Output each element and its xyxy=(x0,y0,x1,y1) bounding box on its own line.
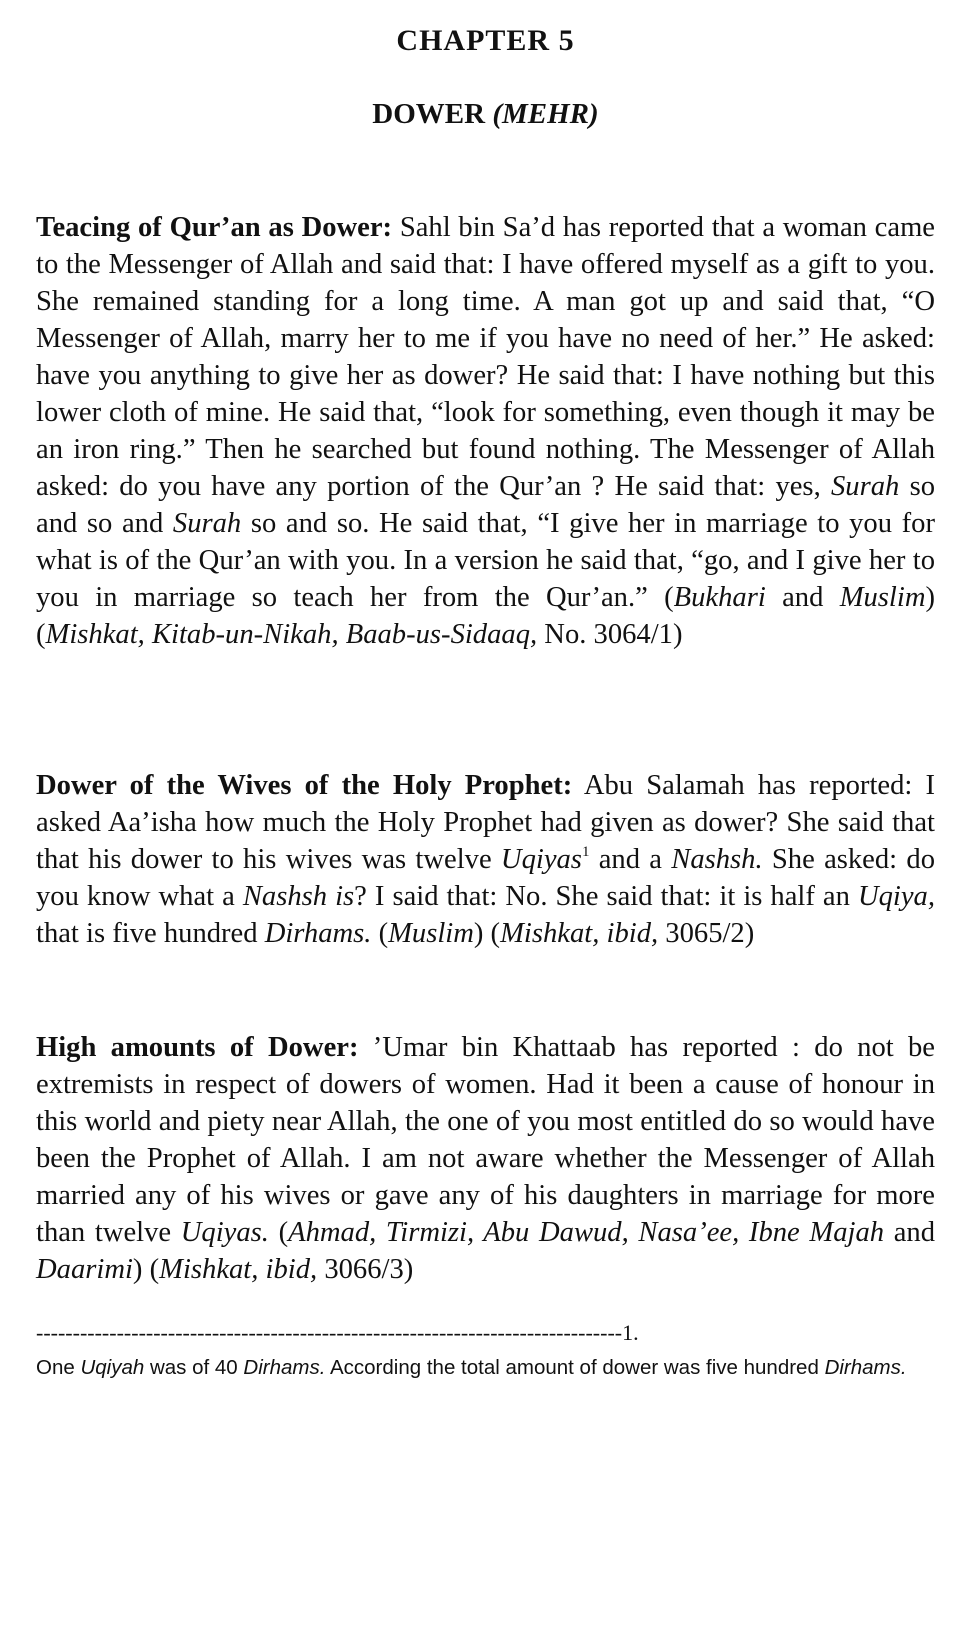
section-quran-as-dower: Teacing of Qur’an as Dower: Sahl bin Sa’d has reported that a woman came to the Messenger of Allah and said that: I have offered myself as a gift to you. She remained standing for a long time. A man got up and said that, “O Messenger of Allah, marry her to me if you have no need of her.” He asked: have you anything to give her as dower? He said that: I have nothing but this lower cloth of mine. He said that, “look for something, even though it may be an iron ring.” Then he searched but found nothing. The Messenger of Allah asked: do you have any portion of the Qur’an ? He said that: yes, Surah so and so and Surah so and so. He said that, “I give her in marriage to you for what is of the Qur’an with you. In a version he said that, “go, and I give her to you in marriage so teach her from the Qur’an.” (Bukhari and Muslim) (Mishkat, Kitab-un-Nikah, Baab-us-Sidaaq, No. 3064/1) xyxy=(36,212,936,650)
chapter-number: CHAPTER 5 xyxy=(396,24,575,57)
section-high-amounts: High amounts of Dower: ’Umar bin Khattaab has reported : do not be extremists in respect of dowers of women. Had it been a cause of honour in this world and piety near Allah, the one of you most entitled do so would have been the Prophet of Allah. I am not aware whether the Messenger of Allah married any of his wives or gave any of his daughters in marriage for more than twelve Uqiyas. (Ahmad, Tirmizi, Abu Dawud, Nasa’ee, Ibne Majah and Daarimi) (Mishkat, ibid, 3066/3) xyxy=(36,1032,935,1285)
chapter-title xyxy=(36,98,935,131)
section-heading: High amounts of Dower: xyxy=(36,1032,359,1063)
section-heading: Teacing of Qur’an as Dower: xyxy=(36,212,393,243)
footnote-text: One Uqiyah was of 40 Dirhams. According the total amount of dower was five hundred Dirhams. xyxy=(36,1356,907,1379)
chapter-title-italic: (MEHR) xyxy=(492,98,599,130)
chapter-title-main: DOWER xyxy=(372,98,493,130)
footnote-reference: 1 xyxy=(581,844,590,860)
section-wives-dower: Dower of the Wives of the Holy Prophet: Abu Salamah has reported: I asked Aa’isha how much the Holy Prophet had given as dower? She said that that his dower to his wives was twelve Uqiyas$^1$ and a Nashsh. She asked: do you know what a Nashsh is? I said that: No. She said that: it is half an Uqiya, that is five hundred Dirhams. (Muslim) (Mishkat, ibid, 3065/2) xyxy=(36,770,935,949)
section-heading: Dower of the Wives of the Holy Prophet: xyxy=(36,770,573,801)
footnote-separator: --------------------------------------------------------------------------------1. xyxy=(36,1320,639,1345)
